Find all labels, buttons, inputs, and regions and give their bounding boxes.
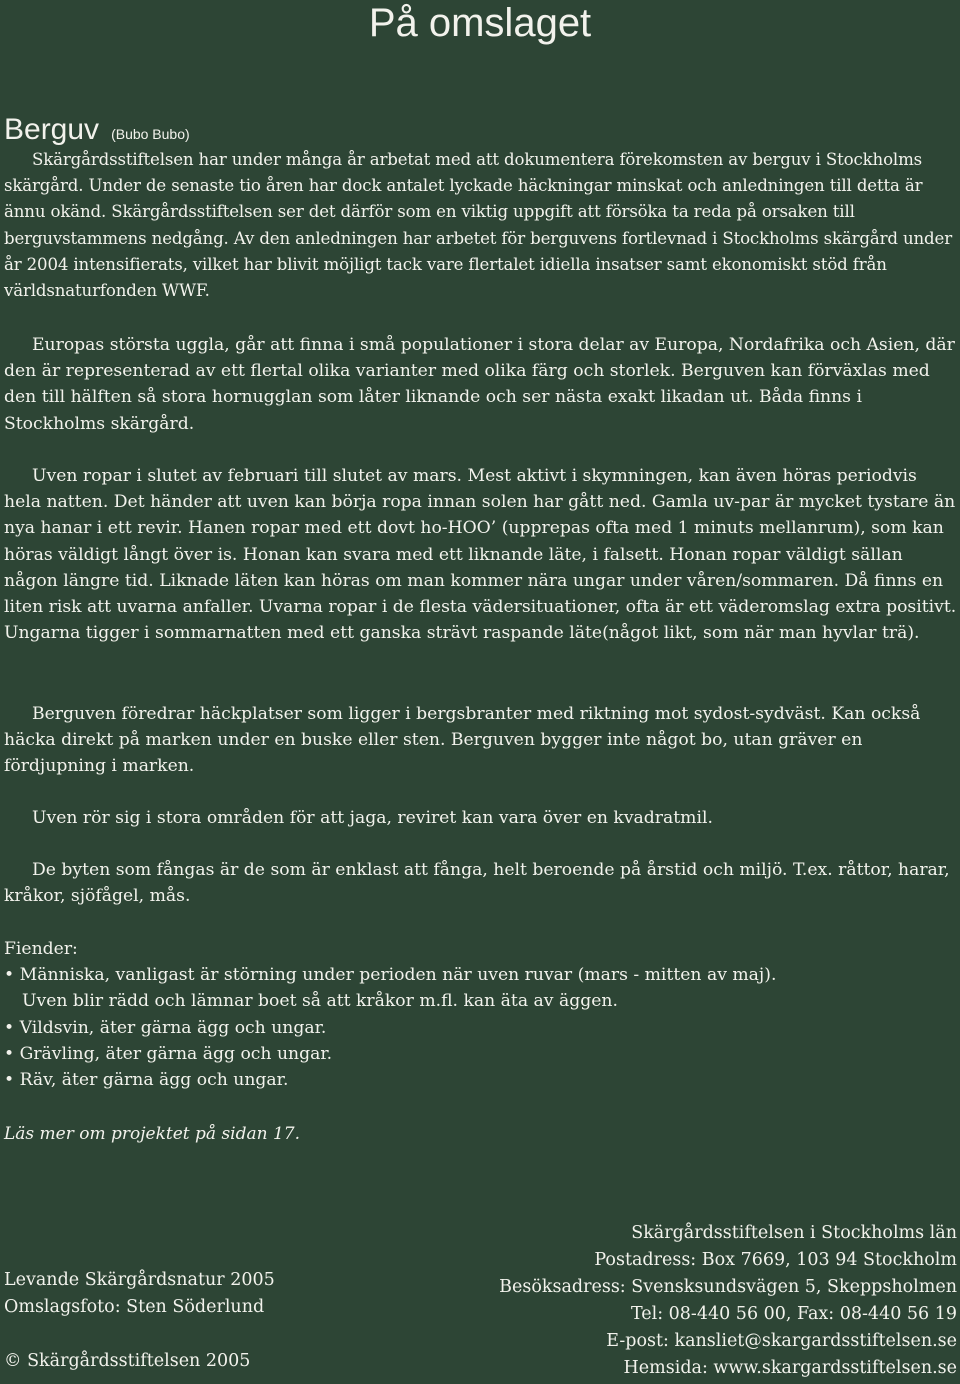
enemy-item-continuation: Uven blir rädd och lämnar boet så att kråkor m.fl. kan äta av äggen. <box>22 991 618 1012</box>
postal-address: Postadress: Box 7669, 103 94 Stockholm <box>594 1250 957 1270</box>
enemy-item: • Grävling, äter gärna ägg och ungar. <box>4 1043 333 1064</box>
species-name: Berguv <box>4 113 100 146</box>
credits-block <box>4 1267 275 1321</box>
paragraph-distribution: Europas största uggla, går att finna i små populationer i stora delar av Europa, Nordafrika och Asien, där den är representerad av ett flertal olika varianter med olika färg och storlek. Berguven kan förväxlas med den till hälften så stora hornugglan som låter liknande och ser nästa exakt likadan ut. Båda finns i Stockholms skärgård. <box>4 335 955 434</box>
enemy-item: • Räv, äter gärna ägg och ungar. <box>4 1070 289 1091</box>
paragraph-calls: Uven ropar i slutet av februari till slutet av mars. Mest aktivt i skymningen, kan även höras periodvis hela natten. Det händer att uven kan börja ropa innan solen har gått ned. Gamla uv-par är mycket tystare än nya hanar i ett revir. Hanen ropar med ett dovt ho-HOO’ (upprepas ofta med 1 minuts mellanrum), som kan höras väldigt långt över is. Honan kan svara med ett liknande läte, i falsett. Honan ropar väldigt sällan någon längre tid. Liknade läten kan höras om man kommer nära ungar under våren/sommaren. Då finns en liten risk att uvarna anfaller. Uvarna ropar i de flesta vädersituationer, ofta är ett väderomslag extra positivt. Ungarna tigger i sommarnatten med ett ganska strävt raspande läte(något likt, som när man hyvlar trä). <box>4 466 957 644</box>
website-address: Hemsida: www.skargardsstiftelsen.se <box>623 1358 957 1378</box>
photo-credit: Omslagsfoto: Sten Söderlund <box>4 1297 265 1317</box>
contact-block <box>499 1220 957 1382</box>
latin-name: (Bubo Bubo) <box>111 126 190 142</box>
page-title: På omslaget <box>368 1 592 45</box>
read-more-note: Läs mer om projektet på sidan 17. <box>4 1124 301 1144</box>
copyright-notice: © Skärgårdsstiftelsen 2005 <box>4 1351 251 1371</box>
paragraph-intro: Skärgårdsstiftelsen har under många år arbetat med att dokumentera förekomsten av berguv i Stockholms skärgård. Under de senaste tio åren har dock antalet lyckade häckningar minskat och anledningen till detta är ännu okänd. Skärgårdsstiftelsen ser det därför som en viktig uppgift att försöka ta reda på orsaken till berguvstammens nedgång. Av den anledningen har arbetet för berguvens fortlevnad i Stockholms skärgård under år 2004 intensifierats, vilket har blivit möjligt tack vare flertalet idiella insatser samt ekonomiskt stöd från världsnaturfonden WWF. <box>4 150 952 301</box>
enemy-item: • Vildsvin, äter gärna ägg och ungar. <box>4 1017 327 1038</box>
enemies-label: Fiender: <box>4 939 78 959</box>
organization-name: Skärgårdsstiftelsen i Stockholms län <box>631 1223 957 1243</box>
phone-fax: Tel: 08-440 56 00, Fax: 08-440 56 19 <box>630 1304 957 1324</box>
article-heading <box>4 112 190 152</box>
publication-name: Levande Skärgårdsnatur 2005 <box>4 1270 275 1290</box>
enemies-list <box>4 936 944 1093</box>
visiting-address: Besöksadress: Svensksundsvägen 5, Skeppsholmen <box>499 1277 957 1297</box>
paragraph-nesting: Berguven föredrar häckplatser som ligger i bergsbranter med riktning mot sydost-sydväst. Kan också häcka direkt på marken under en buske eller sten. Berguven bygger inte något bo, utan gräver en fördjupning i marken. <box>4 704 921 777</box>
paragraph-territory: Uven rör sig i stora områden för att jaga, reviret kan vara över en kvadratmil. <box>32 808 713 828</box>
paragraph-prey: De byten som fångas är de som är enklast att fånga, helt beroende på årstid och miljö. T.ex. råttor, harar, kråkor, sjöfågel, mås. <box>4 860 950 907</box>
enemy-item: • Människa, vanligast är störning under perioden när uven ruvar (mars - mitten av maj). <box>4 965 777 986</box>
email-address: E-post: kansliet@skargardsstiftelsen.se <box>606 1331 957 1351</box>
